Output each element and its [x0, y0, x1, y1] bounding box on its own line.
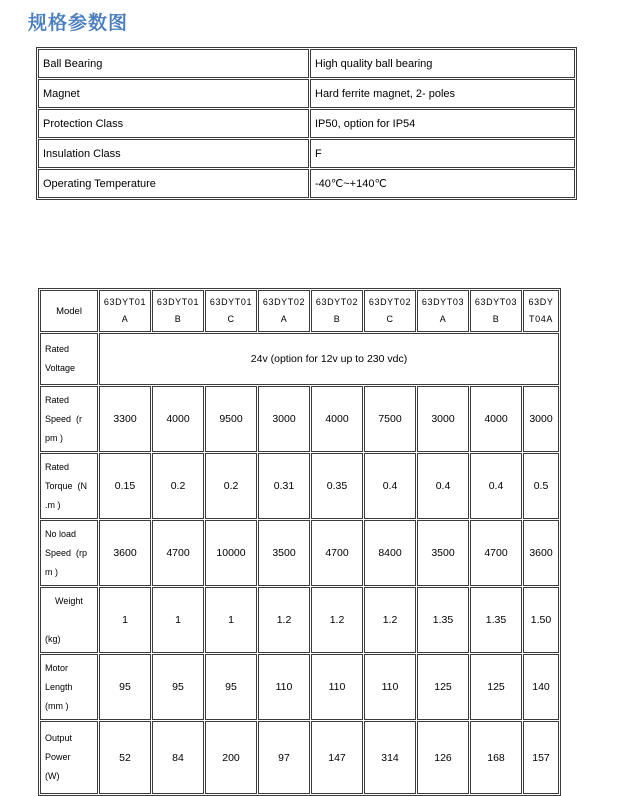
value-cell-weight: 1.35	[470, 587, 522, 653]
model-header-line: C	[386, 314, 394, 324]
row-label-line: Speed (r	[45, 413, 83, 424]
row-label-line: Output	[45, 733, 73, 743]
row-label-cell-rated-torque	[40, 453, 98, 519]
row-label-cell-output-power	[40, 721, 98, 794]
model-header-cell	[311, 290, 363, 332]
model-header-line: B	[492, 314, 500, 324]
value-cell-rated-torque: 0.4	[417, 453, 469, 519]
value-cell-output-power: 126	[417, 721, 469, 794]
row-label-line: Rated	[45, 461, 70, 472]
value-cell-motor-length: 125	[417, 654, 469, 720]
model-header-row	[40, 290, 559, 332]
value-cell-rated-torque: 0.31	[258, 453, 310, 519]
model-header-cell	[523, 290, 559, 332]
value-cell-output-power: 200	[205, 721, 257, 794]
model-header-line: 63DYT01	[156, 297, 200, 307]
value-cell-rated-speed: 3300	[99, 386, 151, 452]
value-cell-rated-torque: 0.35	[311, 453, 363, 519]
spec-label-cell: Operating Temperature	[38, 169, 309, 198]
model-header-line: 63DYT03	[421, 297, 465, 307]
model-header-cell	[205, 290, 257, 332]
row-label-cell-rated-speed	[40, 386, 98, 452]
model-header-cell	[99, 290, 151, 332]
model-header-cell	[364, 290, 416, 332]
value-cell-no-load-speed: 3600	[99, 520, 151, 586]
row-label-line: Speed (rp	[45, 547, 88, 558]
value-cell-motor-length: 95	[99, 654, 151, 720]
model-table	[38, 288, 561, 796]
model-header-line: A	[439, 314, 447, 324]
model-header-line: 63DYT02	[262, 297, 306, 307]
model-header-cell	[258, 290, 310, 332]
value-cell-output-power: 157	[523, 721, 559, 794]
value-cell-rated-torque: 0.15	[99, 453, 151, 519]
model-header-line: 63DYT01	[103, 297, 147, 307]
model-header-line: A	[121, 314, 129, 324]
value-cell-rated-speed: 7500	[364, 386, 416, 452]
value-cell-motor-length: 95	[152, 654, 204, 720]
model-spec-row-weight	[40, 587, 559, 653]
spec-table-row	[38, 79, 575, 108]
value-cell-output-power: 52	[99, 721, 151, 794]
spec-table-row	[38, 169, 575, 198]
model-header-line: C	[227, 314, 235, 324]
model-header-line: B	[333, 314, 341, 324]
spec-table-row	[38, 139, 575, 168]
model-header-cell	[152, 290, 204, 332]
spec-value-cell: F	[310, 139, 575, 168]
row-label-line: (mm )	[45, 700, 69, 711]
model-header-line: 63DY	[528, 297, 554, 307]
spec-table	[36, 47, 577, 200]
value-cell-no-load-speed: 10000	[205, 520, 257, 586]
value-cell-output-power: 84	[152, 721, 204, 794]
value-cell-rated-speed: 3000	[258, 386, 310, 452]
value-cell-no-load-speed: 4700	[311, 520, 363, 586]
model-header-line: B	[174, 314, 182, 324]
value-cell-rated-torque: 0.5	[523, 453, 559, 519]
value-cell-rated-torque: 0.2	[205, 453, 257, 519]
value-cell-weight: 1	[152, 587, 204, 653]
value-cell-no-load-speed: 3600	[523, 520, 559, 586]
row-label-line: .m )	[45, 499, 61, 510]
row-label-line: Length	[45, 681, 73, 692]
model-header-line: 63DYT03	[474, 297, 518, 307]
value-cell-rated-speed: 3000	[523, 386, 559, 452]
row-label-line: Weight	[45, 595, 83, 606]
row-label-line: Rated	[45, 344, 70, 354]
value-cell-rated-speed: 4000	[152, 386, 204, 452]
spec-table-row	[38, 49, 575, 78]
row-label-cell-weight	[40, 587, 98, 653]
row-label-line: Torque (N	[45, 480, 88, 491]
model-header-line: 63DYT01	[209, 297, 253, 307]
value-cell-motor-length: 110	[258, 654, 310, 720]
value-cell-weight: 1	[99, 587, 151, 653]
model-header-cell	[470, 290, 522, 332]
row-label-line: (kg)	[45, 633, 61, 644]
row-label-line: (W)	[45, 771, 60, 781]
row-label-line: Voltage	[45, 363, 76, 373]
model-table-body	[40, 290, 559, 794]
row-label-line: m )	[45, 566, 58, 577]
row-label-line: Rated	[45, 394, 70, 405]
value-cell-rated-torque: 0.4	[470, 453, 522, 519]
value-cell-rated-torque: 0.4	[364, 453, 416, 519]
model-corner-cell: Model	[40, 290, 98, 332]
value-cell-motor-length: 95	[205, 654, 257, 720]
spec-value-cell: IP50, option for IP54	[310, 109, 575, 138]
rated-voltage-row	[40, 333, 559, 385]
value-cell-output-power: 314	[364, 721, 416, 794]
model-header-line: 63DYT02	[315, 297, 359, 307]
value-cell-rated-torque: 0.2	[152, 453, 204, 519]
value-cell-no-load-speed: 4700	[152, 520, 204, 586]
spec-label-cell: Insulation Class	[38, 139, 309, 168]
model-spec-row-rated-speed	[40, 386, 559, 452]
spec-table-body	[38, 49, 575, 198]
value-cell-rated-speed: 4000	[311, 386, 363, 452]
spec-value-cell: High quality ball bearing	[310, 49, 575, 78]
model-header-line: T04A	[529, 314, 553, 324]
value-cell-rated-speed: 4000	[470, 386, 522, 452]
page-title: 规格参数图	[28, 13, 129, 34]
rated-voltage-value-cell: 24v (option for 12v up to 230 vdc)	[99, 333, 559, 385]
spec-label-cell: Ball Bearing	[38, 49, 309, 78]
model-header-cell	[417, 290, 469, 332]
value-cell-no-load-speed: 8400	[364, 520, 416, 586]
value-cell-no-load-speed: 3500	[417, 520, 469, 586]
model-spec-row-output-power	[40, 721, 559, 794]
value-cell-weight: 1.2	[364, 587, 416, 653]
spec-value-cell: Hard ferrite magnet, 2- poles	[310, 79, 575, 108]
row-label-cell-no-load-speed	[40, 520, 98, 586]
row-label-line: pm )	[45, 432, 63, 443]
value-cell-rated-speed: 9500	[205, 386, 257, 452]
value-cell-weight: 1.2	[258, 587, 310, 653]
value-cell-output-power: 168	[470, 721, 522, 794]
model-spec-row-no-load-speed	[40, 520, 559, 586]
value-cell-weight: 1.50	[523, 587, 559, 653]
model-spec-row-rated-torque	[40, 453, 559, 519]
row-label-line: Power	[45, 752, 71, 762]
value-cell-output-power: 147	[311, 721, 363, 794]
model-spec-row-motor-length	[40, 654, 559, 720]
spec-label-cell: Protection Class	[38, 109, 309, 138]
spec-table-row	[38, 109, 575, 138]
value-cell-motor-length: 110	[311, 654, 363, 720]
value-cell-no-load-speed: 3500	[258, 520, 310, 586]
row-label-line	[45, 611, 96, 630]
model-header-line: A	[280, 314, 288, 324]
row-label-line: Motor	[45, 662, 69, 673]
value-cell-motor-length: 140	[523, 654, 559, 720]
spec-label-cell: Magnet	[38, 79, 309, 108]
value-cell-output-power: 97	[258, 721, 310, 794]
value-cell-rated-speed: 3000	[417, 386, 469, 452]
value-cell-weight: 1	[205, 587, 257, 653]
value-cell-weight: 1.2	[311, 587, 363, 653]
value-cell-motor-length: 125	[470, 654, 522, 720]
value-cell-no-load-speed: 4700	[470, 520, 522, 586]
value-cell-motor-length: 110	[364, 654, 416, 720]
row-label-cell-motor-length	[40, 654, 98, 720]
spec-value-cell: -40℃~+140℃	[310, 169, 575, 198]
row-label-cell-rated-voltage	[40, 333, 98, 385]
value-cell-weight: 1.35	[417, 587, 469, 653]
model-header-line: 63DYT02	[368, 297, 412, 307]
row-label-line: No load	[45, 528, 77, 539]
